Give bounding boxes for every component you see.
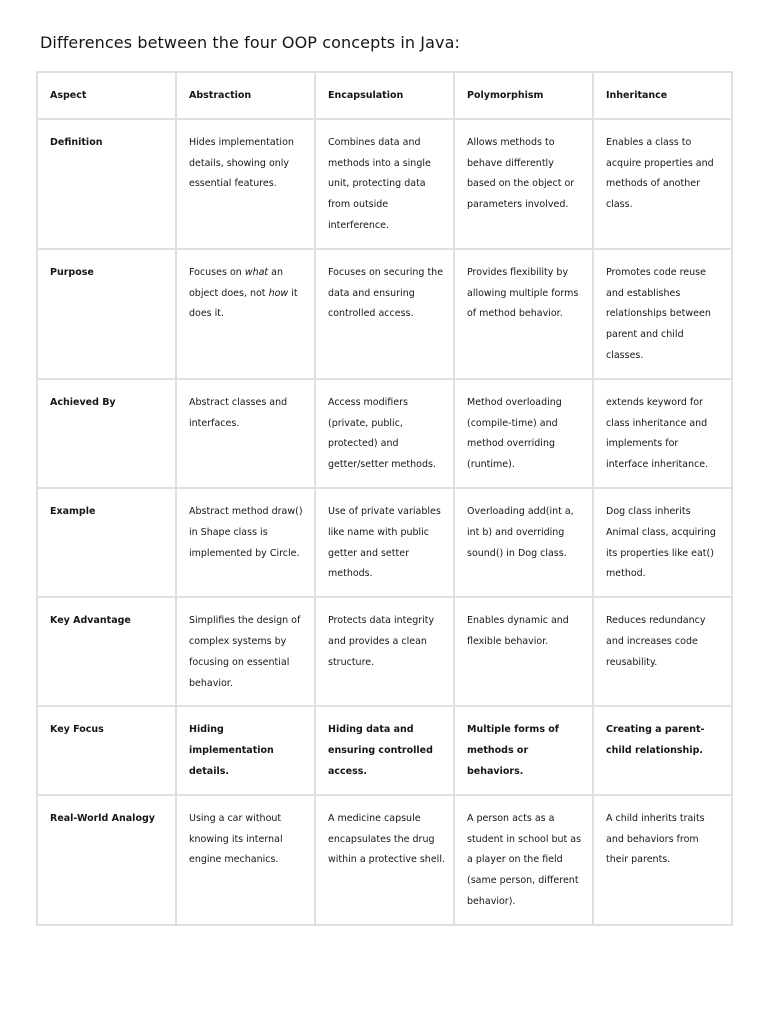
table-cell: Reduces redundancy and increases code reusability.	[593, 597, 732, 706]
emphasis-what: what	[244, 266, 269, 278]
header-polymorphism: Polymorphism	[454, 72, 593, 119]
table-cell: Protects data integrity and provides a clean structure.	[315, 597, 454, 706]
table-row-example	[37, 488, 732, 597]
table-row-achieved-by	[37, 379, 732, 488]
table-row-real-world-analogy	[37, 795, 732, 925]
table-cell: Allows methods to behave differently based on the object or parameters involved.	[454, 119, 593, 249]
table-cell: Hiding implementation details.	[176, 706, 315, 794]
page-title: Differences between the four OOP concepts in Java:	[40, 33, 460, 52]
row-label: Key Focus	[37, 706, 176, 794]
oop-comparison-table	[36, 71, 733, 926]
table-cell: Using a car without knowing its internal engine mechanics.	[176, 795, 315, 925]
table-cell: A child inherits traits and behaviors from their parents.	[593, 795, 732, 925]
table-cell: Simplifies the design of complex systems by focusing on essential behavior.	[176, 597, 315, 706]
header-inheritance: Inheritance	[593, 72, 732, 119]
row-label: Key Advantage	[37, 597, 176, 706]
table-cell: Access modifiers (private, public, protected) and getter/setter methods.	[315, 379, 454, 488]
table-cell: Focuses on securing the data and ensuring controlled access.	[315, 249, 454, 379]
text-fragment: an object does, not	[189, 266, 284, 299]
row-label: Example	[37, 488, 176, 597]
table-cell: A medicine capsule encapsulates the drug within a protective shell.	[315, 795, 454, 925]
row-label: Purpose	[37, 249, 176, 379]
table-row-key-advantage	[37, 597, 732, 706]
table-row-purpose	[37, 249, 732, 379]
table-cell: Dog class inherits Animal class, acquiring its properties like eat() method.	[593, 488, 732, 597]
table-row-key-focus	[37, 706, 732, 794]
emphasis-how: how	[268, 287, 289, 299]
header-abstraction: Abstraction	[176, 72, 315, 119]
table-cell: Overloading add(int a, int b) and overriding sound() in Dog class.	[454, 488, 593, 597]
row-label: Definition	[37, 119, 176, 249]
table-cell: Hides implementation details, showing only essential features.	[176, 119, 315, 249]
table-cell: Hiding data and ensuring controlled access.	[315, 706, 454, 794]
table-cell: Creating a parent-child relationship.	[593, 706, 732, 794]
header-aspect: Aspect	[37, 72, 176, 119]
table-cell: Use of private variables like name with public getter and setter methods.	[315, 488, 454, 597]
table-cell: A person acts as a student in school but as a player on the field (same person, different behavior).	[454, 795, 593, 925]
table-row-definition	[37, 119, 732, 249]
table-header-row	[37, 72, 732, 119]
header-encapsulation: Encapsulation	[315, 72, 454, 119]
table-cell: Method overloading (compile-time) and method overriding (runtime).	[454, 379, 593, 488]
table-cell: extends keyword for class inheritance and implements for interface inheritance.	[593, 379, 732, 488]
text-fragment: it does it.	[189, 287, 298, 320]
table-cell: Multiple forms of methods or behaviors.	[454, 706, 593, 794]
table-cell: Abstract method draw() in Shape class is implemented by Circle.	[176, 488, 315, 597]
row-label: Achieved By	[37, 379, 176, 488]
table-cell: Abstract classes and interfaces.	[176, 379, 315, 488]
table-cell: Enables dynamic and flexible behavior.	[454, 597, 593, 706]
row-label: Real-World Analogy	[37, 795, 176, 925]
table-cell: Enables a class to acquire properties and methods of another class.	[593, 119, 732, 249]
table-cell: Combines data and methods into a single unit, protecting data from outside interference.	[315, 119, 454, 249]
table-cell: Provides flexibility by allowing multiple forms of method behavior.	[454, 249, 593, 379]
table-cell	[176, 249, 315, 379]
text-fragment: Focuses on	[189, 266, 245, 278]
table-cell: Promotes code reuse and establishes relationships between parent and child classes.	[593, 249, 732, 379]
